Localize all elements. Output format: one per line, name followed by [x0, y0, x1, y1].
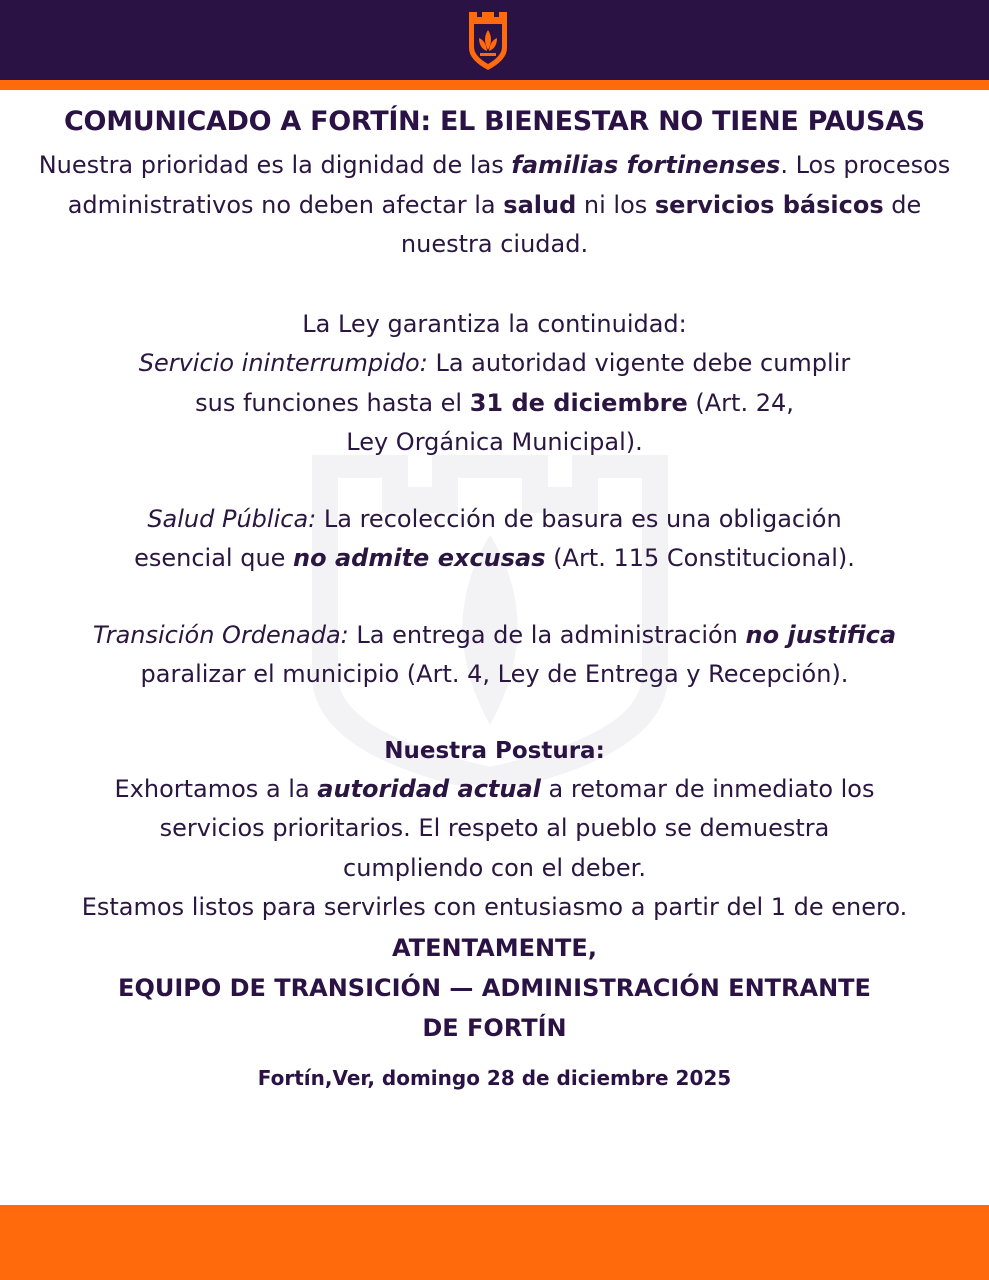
health-text-2: (Art. 115 Constitucional).	[545, 544, 855, 572]
posture-heading: Nuestra Postura:	[384, 737, 605, 764]
transition-label: Transición Ordenada:	[92, 620, 349, 649]
communique-body	[20, 92, 969, 1090]
posture-text-2: a retomar de inmediato los servicios prioritarios. El respeto al pueblo se demuestra cumpliendo con el deber.	[159, 774, 875, 882]
fort-shield-leaf-icon	[465, 8, 511, 72]
posture-text-1: Exhortamos a la	[114, 774, 318, 803]
intro-bold-services: servicios básicos	[654, 190, 884, 219]
transition-text-2: paralizar el municipio (Art. 4, Ley de Entrega y Recepción).	[140, 660, 849, 688]
service-paragraph	[20, 344, 969, 463]
health-text-1: La recolección de basura es una obligación esencial que	[134, 504, 842, 572]
service-text-3: Ley Orgánica Municipal).	[346, 428, 643, 456]
intro-emphasis-families: familias fortinenses	[511, 151, 781, 179]
transition-text-1: La entrega de la administración	[348, 620, 746, 649]
intro-text-3: ni los	[576, 190, 655, 219]
signature-team-line-1: EQUIPO DE TRANSICIÓN — ADMINISTRACIÓN ENTRANTE	[118, 973, 871, 1002]
posture-paragraph	[20, 770, 969, 889]
closing-greeting: ATENTAMENTE,	[392, 933, 597, 962]
health-label: Salud Pública:	[147, 504, 317, 533]
intro-bold-health: salud	[503, 190, 577, 219]
service-label: Servicio ininterrumpido:	[138, 349, 428, 377]
signature-team-line-2: DE FORTÍN	[422, 1013, 567, 1042]
service-text-2: (Art. 24,	[687, 388, 794, 417]
intro-paragraph	[20, 146, 969, 265]
health-paragraph	[20, 500, 969, 579]
intro-text-4: de nuestra ciudad.	[400, 190, 922, 258]
communique-title: COMUNICADO A FORTÍN: EL BIENESTAR NO TIENE PAUSAS	[64, 106, 925, 137]
date-line: Fortín,Ver, domingo 28 de diciembre 2025	[257, 1065, 732, 1090]
service-date: 31 de diciembre	[469, 388, 688, 417]
health-emphasis: no admite excusas	[293, 544, 546, 572]
header-accent-stripe	[0, 80, 989, 90]
footer-bar	[0, 1205, 989, 1280]
posture-emphasis: autoridad actual	[317, 774, 541, 803]
ready-statement: Estamos listos para servirles con entusiasmo a partir del 1 de enero.	[81, 893, 908, 921]
transition-emphasis: no justifica	[745, 620, 897, 649]
law-intro: La Ley garantiza la continuidad:	[302, 309, 687, 338]
transition-paragraph	[20, 616, 969, 695]
service-text-1: La autoridad vigente debe cumplir sus funciones hasta el	[195, 349, 851, 417]
intro-text-2: . Los procesos administrativos no deben afectar la	[67, 151, 951, 219]
intro-text-1: Nuestra prioridad es la dignidad de las	[38, 151, 512, 179]
